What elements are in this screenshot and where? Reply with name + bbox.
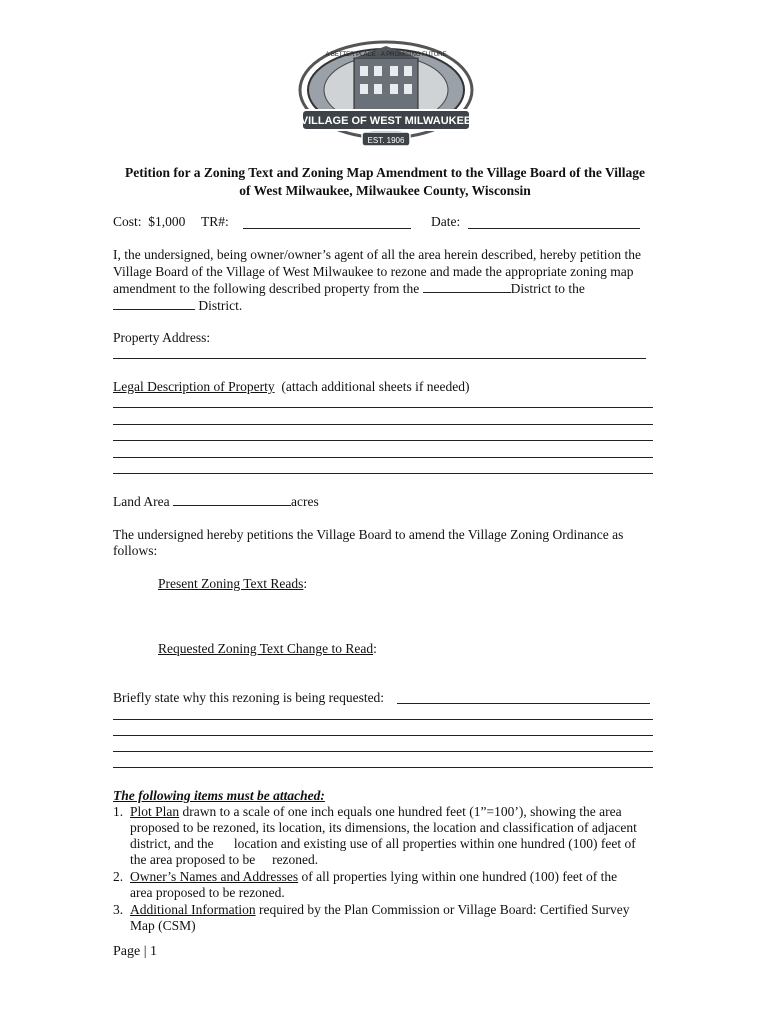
item-3-number: 3.	[113, 902, 124, 917]
date-label: Date:	[431, 214, 461, 229]
item-2-text-a: of all properties lying within one hundred (100) feet of the	[301, 869, 618, 884]
legal-description-line[interactable]	[113, 457, 653, 458]
legal-description-label: Legal Description of Property	[113, 379, 275, 394]
reason-label: Briefly state why this rezoning is being requested:	[113, 690, 385, 705]
item-1-label: Plot Plan	[130, 804, 180, 819]
acres-label: acres	[290, 494, 319, 509]
page-title	[100, 164, 670, 200]
requested-zoning-label: Requested Zoning Text Change to Read	[158, 641, 374, 656]
attached-heading: The following items must be attached:	[113, 788, 325, 803]
intro-line-3b: District to the	[510, 281, 585, 296]
amend-line-2: follows:	[113, 543, 158, 558]
item-1-text-a: drawn to a scale of one inch equals one hundred feet (1”=100’), showing the area	[182, 804, 622, 819]
item-1-number: 1.	[113, 804, 124, 819]
legal-description-row	[113, 378, 470, 395]
intro-line-1: I, the undersigned, being owner/owner’s agent of all the area herein described, hereby petition the	[113, 247, 641, 262]
title-line-2: of West Milwaukee, Milwaukee County, Wisconsin	[239, 183, 531, 198]
logo-village-name: VILLAGE OF WEST MILWAUKEE	[300, 115, 472, 127]
from-district-field[interactable]	[423, 280, 511, 293]
land-area-row	[113, 493, 319, 510]
logo-arc-text: A BETTER PLACE · A PROMISING FUTURE	[325, 52, 447, 58]
date-field[interactable]	[468, 228, 640, 229]
legal-description-note: (attach additional sheets if needed)	[281, 379, 470, 394]
reason-line[interactable]	[113, 719, 653, 720]
item-3-label: Additional Information	[130, 902, 256, 917]
legal-description-line[interactable]	[113, 473, 653, 474]
reason-field[interactable]	[397, 703, 650, 704]
cost-label: Cost:	[113, 214, 142, 229]
reason-line[interactable]	[113, 735, 653, 736]
item-2-line-a	[130, 869, 617, 886]
intro-line-3	[113, 280, 585, 297]
item-2-line-b: area proposed to be rezoned.	[130, 885, 285, 900]
item-1-line-d: the area proposed to be rezoned.	[130, 852, 319, 867]
item-3-line-a	[130, 902, 630, 919]
intro-line-2: Village Board of the Village of West Milwaukee to rezone and made the appropriate zoning map	[113, 264, 634, 279]
intro-line-4	[113, 297, 242, 314]
legal-description-line[interactable]	[113, 440, 653, 441]
item-2-number: 2.	[113, 869, 124, 884]
intro-line-4-text: District.	[198, 298, 243, 313]
item-1-line-c: district, and the location and existing use of all properties within one hundred (100) feet of	[130, 836, 636, 851]
present-zoning-row	[158, 575, 307, 592]
reason-line[interactable]	[113, 767, 653, 768]
item-3-text-a: required by the Plan Commission or Village Board: Certified Survey	[258, 902, 630, 917]
tr-field[interactable]	[243, 228, 411, 229]
intro-line-3a: amendment to the following described property from the	[113, 281, 420, 296]
title-line-1: Petition for a Zoning Text and Zoning Map Amendment to the Village Board of the Village	[125, 165, 645, 180]
item-1-line-b: proposed to be rezoned, its location, its dimensions, the location and classification of adjacent	[130, 820, 637, 835]
cost-row	[113, 213, 185, 230]
amend-line-1: The undersigned hereby petitions the Village Board to amend the Village Zoning Ordinance as	[113, 527, 624, 542]
land-area-field[interactable]	[173, 493, 291, 506]
present-zoning-colon: :	[303, 576, 308, 591]
present-zoning-label: Present Zoning Text Reads	[158, 576, 304, 591]
reason-line[interactable]	[113, 751, 653, 752]
logo-est: EST. 1906	[367, 136, 405, 145]
page-number: Page | 1	[113, 944, 158, 959]
property-address-label: Property Address:	[113, 330, 211, 345]
item-2-label: Owner’s Names and Addresses	[130, 869, 299, 884]
legal-description-line[interactable]	[113, 424, 653, 425]
legal-description-line[interactable]	[113, 407, 653, 408]
property-address-field[interactable]	[113, 358, 646, 359]
village-logo	[296, 40, 476, 150]
cost-value: $1,000	[148, 214, 186, 229]
land-area-label: Land Area	[113, 494, 170, 509]
item-3-line-b: Map (CSM)	[130, 918, 196, 933]
requested-zoning-row	[158, 640, 377, 657]
tr-label: TR#:	[201, 214, 229, 229]
item-1-line-a	[130, 804, 622, 821]
requested-zoning-colon: :	[373, 641, 377, 656]
to-district-field[interactable]	[113, 297, 195, 310]
